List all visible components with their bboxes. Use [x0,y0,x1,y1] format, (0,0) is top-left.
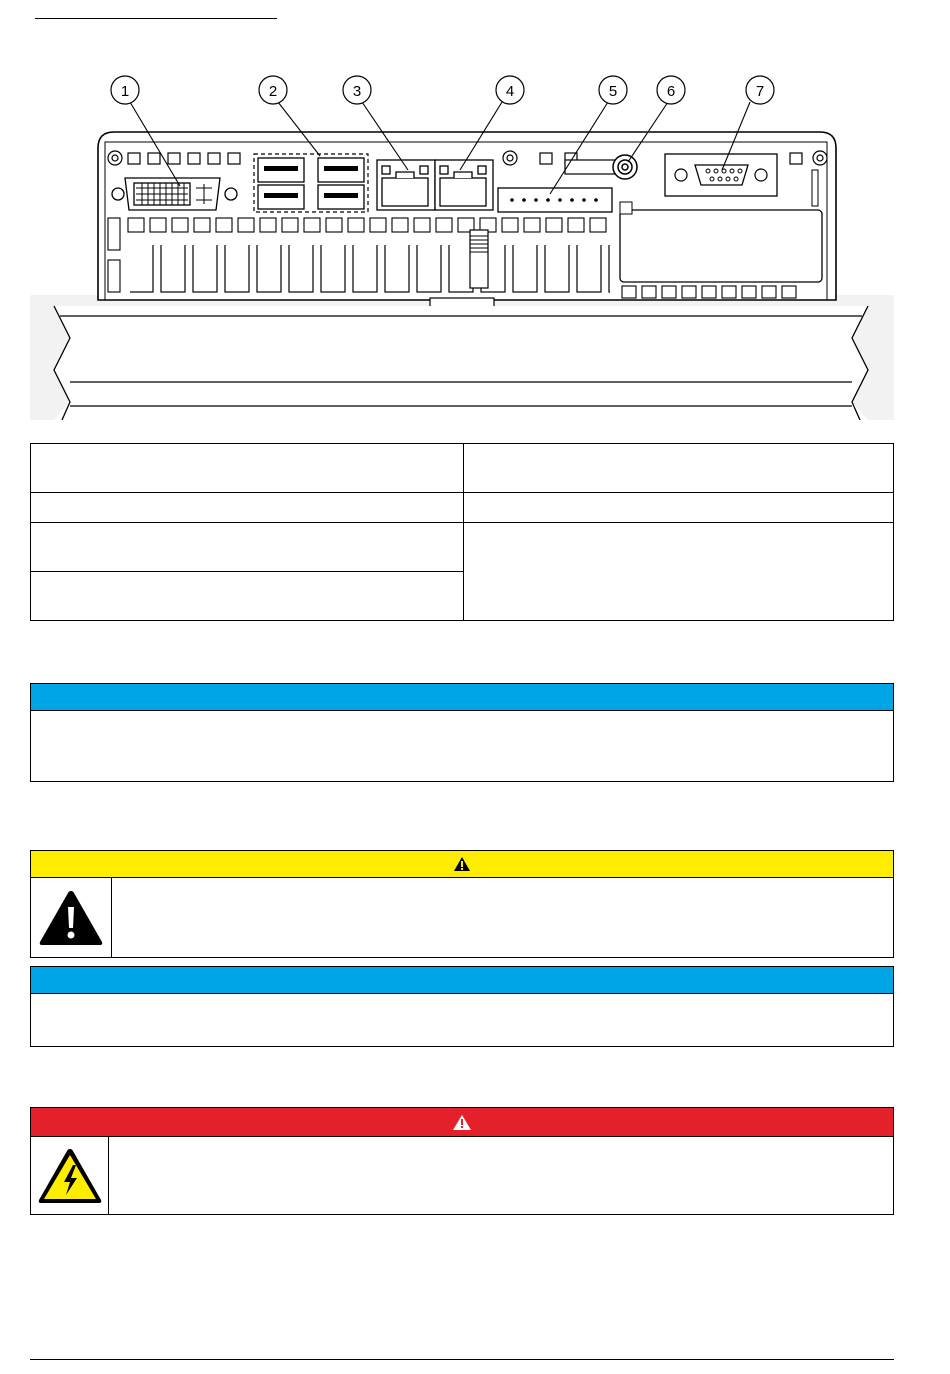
header-rule [35,18,277,19]
legend-cell-2 [464,444,894,493]
callout-4: 4 [505,83,515,100]
caution-header [31,851,893,878]
callout-7: 7 [755,83,765,100]
notice-box-2 [30,966,894,1047]
callout-1: 1 [120,83,130,100]
callout-3: 3 [352,83,362,100]
legend-cell-4 [464,493,894,523]
exclamation-warning-icon [38,889,104,947]
notice-text [31,711,893,723]
danger-text [109,1137,893,1214]
legend-cell-3 [31,493,464,523]
callout-2: 2 [268,83,278,100]
legend-cell-1 [31,444,464,493]
danger-box [30,1107,894,1215]
footer-rule [30,1359,894,1360]
notice-box [30,683,894,782]
notice-header-2 [31,967,893,994]
caution-box [30,850,894,958]
legend-table [30,443,894,621]
callout-5: 5 [608,83,618,100]
danger-header [31,1108,893,1137]
notice-header [31,684,893,711]
warning-triangle-icon [453,856,471,872]
caution-text [112,878,893,957]
legend-cell-5 [31,523,464,572]
caution-icon-cell [31,878,112,957]
notice-text-2 [31,994,893,1006]
legend-cell-7 [31,572,464,621]
warning-triangle-icon [452,1114,472,1131]
connector-panel-figure [30,70,894,420]
danger-icon-cell [31,1137,109,1214]
callout-6: 6 [666,83,676,100]
electrical-hazard-icon [37,1147,103,1205]
legend-cell-6 [464,523,894,621]
